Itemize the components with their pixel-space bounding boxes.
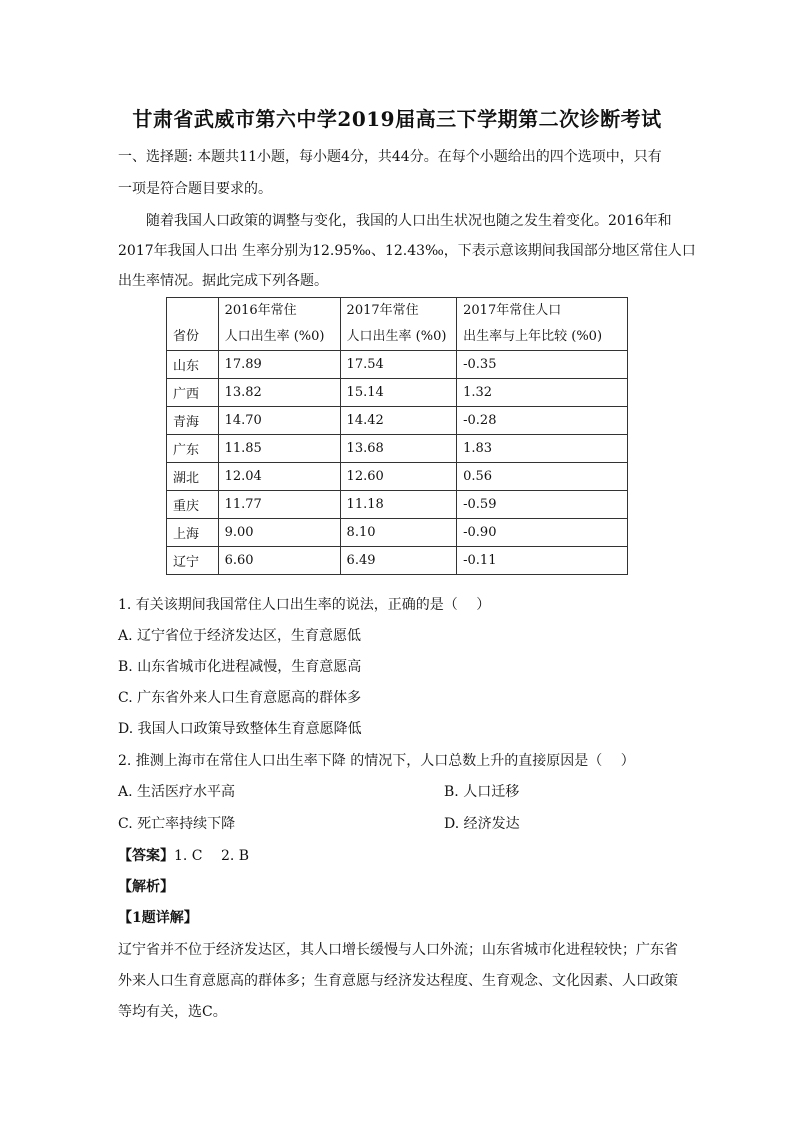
cell-2016-rate: 11.77 [218, 491, 340, 519]
table-row [167, 435, 628, 463]
cell-2016-rate: 13.82 [218, 379, 340, 407]
intro-line-3: 出生率情况。据此完成下列各题。 [118, 273, 328, 289]
question-1-option-c: C. 广东省外来人口生育意愿高的群体多 [118, 690, 362, 706]
question-2-option-d: D. 经济发达 [444, 816, 520, 832]
cell-rate-change: -0.59 [457, 491, 628, 519]
table-header-row [167, 298, 628, 351]
table-row [167, 379, 628, 407]
cell-2016-rate: 11.85 [218, 435, 340, 463]
section-instructions-line-1: 一、选择题: 本题共11小题，每小题4分，共44分。在每个小题给出的四个选项中，只有 [118, 149, 662, 165]
question-1-option-a: A. 辽宁省位于经济发达区，生育意愿低 [118, 628, 362, 644]
answer-text: 1. C 2. B [174, 848, 250, 864]
table-row [167, 463, 628, 491]
question-1-stem: 1. 有关该期间我国常住人口出生率的说法，正确的是（ ） [118, 597, 491, 613]
question-2-option-c: C. 死亡率持续下降 [118, 816, 236, 832]
question-2-stem: 2. 推测上海市在常住人口出生率下降 的情况下，人口总数上升的直接原因是（ ） [118, 753, 635, 769]
question-2-option-b: B. 人口迁移 [444, 784, 520, 800]
detail-label: 【1题详解】 [118, 910, 198, 926]
explanation-line-3: 等均有关，选C。 [118, 1004, 227, 1020]
cell-rate-change: 1.32 [457, 379, 628, 407]
explanation-line-2: 外来人口生育意愿高的群体多；生育意愿与经济发达程度、生育观念、文化因素、人口政策 [118, 973, 678, 989]
intro-line-2: 2017年我国人口出 生率分别为12.95‰、12.43‰，下表示意该期间我国部分地区常住人口 [118, 243, 696, 259]
cell-2017-rate: 6.49 [340, 547, 457, 575]
cell-2017-rate: 17.54 [340, 351, 457, 379]
cell-2016-rate: 9.00 [218, 519, 340, 547]
header-2016-rate: 2016年常住 人口出生率 (%0) [218, 298, 340, 351]
cell-2016-rate: 12.04 [218, 463, 340, 491]
cell-2017-rate: 15.14 [340, 379, 457, 407]
table-row [167, 547, 628, 575]
cell-2017-rate: 12.60 [340, 463, 457, 491]
cell-2017-rate: 14.42 [340, 407, 457, 435]
cell-2016-rate: 14.70 [218, 407, 340, 435]
question-2-option-a: A. 生活医疗水平高 [118, 784, 236, 800]
cell-2016-rate: 17.89 [218, 351, 340, 379]
cell-2017-rate: 11.18 [340, 491, 457, 519]
header-2017-rate: 2017年常住 人口出生率 (%0) [340, 298, 457, 351]
cell-rate-change: 0.56 [457, 463, 628, 491]
cell-province: 辽宁 [167, 547, 219, 575]
header-province: 省份 [167, 298, 219, 351]
birth-rate-table [166, 297, 628, 575]
table-row [167, 519, 628, 547]
intro-line-1: 随着我国人口政策的调整与变化，我国的人口出生状况也随之发生着变化。2016年和 [146, 213, 672, 229]
table-row [167, 407, 628, 435]
page-title: 甘肃省武威市第六中学2019届高三下学期第二次诊断考试 [132, 107, 662, 131]
header-rate-change: 2017年常住人口 出生率与上年比较 (%0) [457, 298, 628, 351]
cell-2017-rate: 13.68 [340, 435, 457, 463]
cell-province: 青海 [167, 407, 219, 435]
cell-2017-rate: 8.10 [340, 519, 457, 547]
cell-rate-change: 1.83 [457, 435, 628, 463]
cell-rate-change: -0.90 [457, 519, 628, 547]
section-instructions-line-2: 一项是符合题目要求的。 [118, 181, 272, 197]
cell-province: 上海 [167, 519, 219, 547]
cell-province: 湖北 [167, 463, 219, 491]
cell-rate-change: -0.35 [457, 351, 628, 379]
question-1-option-d: D. 我国人口政策导致整体生育意愿降低 [118, 721, 362, 737]
cell-province: 重庆 [167, 491, 219, 519]
answer-line [118, 845, 249, 865]
table-row [167, 351, 628, 379]
cell-rate-change: -0.11 [457, 547, 628, 575]
cell-2016-rate: 6.60 [218, 547, 340, 575]
cell-province: 广东 [167, 435, 219, 463]
analysis-label: 【解析】 [118, 879, 174, 895]
cell-province: 广西 [167, 379, 219, 407]
table-row [167, 491, 628, 519]
answer-label: 【答案】 [118, 848, 174, 864]
explanation-line-1: 辽宁省并不位于经济发达区，其人口增长缓慢与人口外流；山东省城市化进程较快；广东省 [118, 942, 678, 958]
cell-rate-change: -0.28 [457, 407, 628, 435]
question-1-option-b: B. 山东省城市化进程减慢，生育意愿高 [118, 659, 362, 675]
cell-province: 山东 [167, 351, 219, 379]
